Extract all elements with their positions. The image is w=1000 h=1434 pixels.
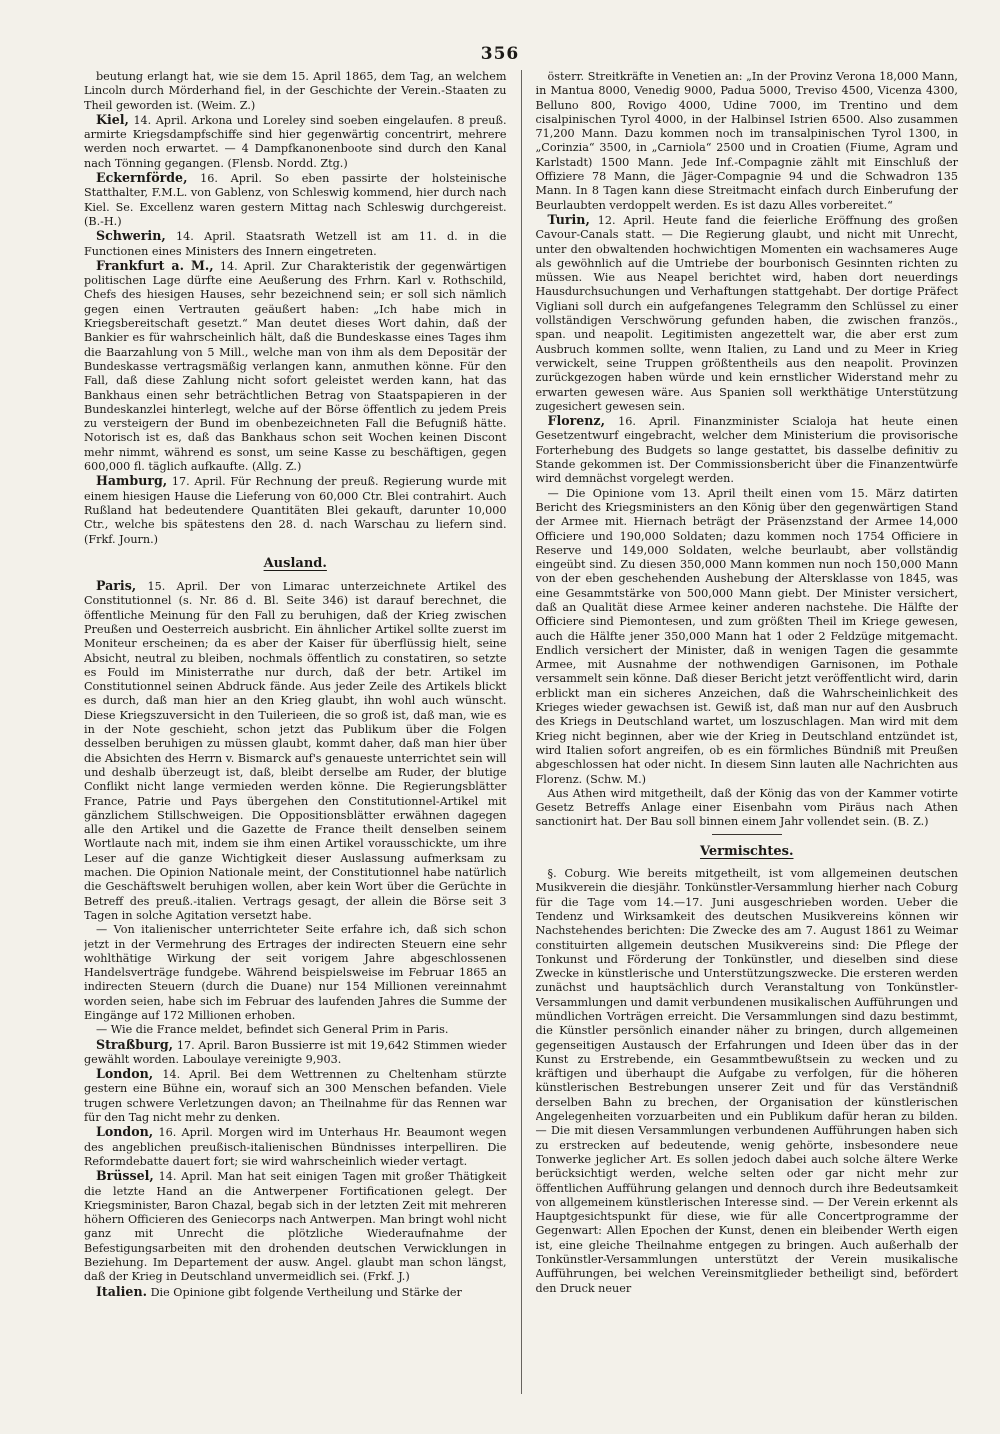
paragraph-text: 17. April. Baron Bussierre ist mit 19,642 Stimmen wieder gewählt worden. Laboulaye vereinigte 9,903.: [84, 1038, 507, 1066]
foreign-paragraphs: [84, 579, 507, 1300]
article-paragraph: [536, 213, 959, 414]
article-paragraph: [84, 1169, 507, 1284]
dateline-place: Brüssel,: [96, 1168, 154, 1184]
dateline-place: London,: [96, 1066, 154, 1082]
article-paragraph: [536, 414, 959, 486]
right-paragraphs: [536, 70, 959, 830]
paragraph-text: — Wie die France meldet, befindet sich General Prim in Paris.: [96, 1023, 449, 1037]
article-paragraph: [84, 1067, 507, 1125]
dateline-place: Italien.: [96, 1283, 147, 1299]
section-title-ausland: Ausland.: [263, 555, 327, 571]
article-paragraph: [84, 1285, 507, 1300]
article-paragraph: [536, 487, 959, 787]
dateline-place: London,: [96, 1124, 154, 1140]
left-column: [84, 70, 507, 1394]
dateline-place: Florenz,: [547, 413, 605, 429]
paragraph-text: — Von italienischer unterrichteter Seite erfahre ich, daß sich schon jetzt in der Vermehrung des Ertrages der indirecten Steuern eine sehr wohlthätige Wirkung der seit vorigem Jahre abgeschlossenen Handelsverträge fundgebe. Während beispielsweise im Februar 1865 an indirecten Steuern (durch die Duane) nur 154 Millionen vereinnahmt worden seien, habe sich im Februar des laufenden Jahres die Summe der Eingänge auf 172 Millionen erhoben.: [84, 923, 507, 1022]
dateline-place: Kiel,: [96, 111, 129, 127]
article-paragraph: [84, 171, 507, 229]
dateline-place: Straßburg,: [96, 1036, 174, 1052]
misc-paragraphs: [536, 867, 959, 1296]
paragraph-text: 14. April. Staatsrath Wetzell ist am 11. d. in die Functionen eines Ministers des Innern eingetreten.: [84, 230, 507, 258]
article-paragraph: [84, 1125, 507, 1169]
dateline-place: Eckernförde,: [96, 170, 188, 186]
article-paragraph: [536, 70, 959, 213]
dateline-place: Frankfurt a. M.,: [96, 257, 214, 273]
paragraph-text: 14. April. Man hat seit einigen Tagen mit großer Thätigkeit die letzte Hand an die Antwerpener Fortificationen gelegt. Der Kriegsminister, Baron Chazal, begab sich in der letzten Zeit mit mehreren höhern Officieren des Geniecorps nach Antwerpen. Man bringt wohl nicht ganz mit Unrecht die plötzliche Wiederaufnahme der Befestigungsarbeiten mit den drohenden deutschen Verwicklungen in Beziehung. Im Departement der ausw. Angel. glaubt man schon längst, daß der Krieg in Deutschland unvermeidlich sei. (Frkf. J.): [84, 1170, 507, 1284]
dateline-place: Schwerin,: [96, 228, 166, 244]
dateline-place: Hamburg,: [96, 473, 168, 489]
article-paragraph: [84, 259, 507, 474]
article-paragraph: [84, 70, 507, 113]
article-paragraph: [84, 1038, 507, 1068]
paragraph-text: Aus Athen wird mitgetheilt, daß der König das von der Kammer votirte Gesetz Betreffs Anlage einer Eisenbahn vom Piräus nach Athen sanctionirt hat. Der Bau soll binnen einem Jahr vollendet sein. (B. Z.): [535, 786, 958, 829]
paragraph-text: 14. April. Zur Charakteristik der gegenwärtigen politischen Lage dürfte eine Aeußerung des Frhrn. Karl v. Rothschild, Chefs des hiesigen Hauses, sehr bezeichnend sein; er soll sich nämlich gegen einen Vertrauten geäußert haben: „Ich habe mich in Kriegsbereitschaft gesetzt.“ Man deutet dieses Wort dahin, daß der Bankier es für wahrscheinlich hält, daß die Bundeskasse eines Tages ihm die Baarzahlung von 5 Mill., welche man von ihm als dem Depositär der Bundeskasse vertragsmäßig verlangen kann, anmuthen könne. Für den Fall, daß diese Zahlung nicht sofort geleistet werden kann, hat das Bankhaus einen sehr beträchtlichen Betrag von Staatspapieren in der Bundeskanzlei hinterlegt, welche auf der Börse öffentlich zu jedem Preis zu versteigern der Bund im obenbezeichneten Fall die Befugniß hätte. Notorisch ist es, daß das Bankhaus schon seit Wochen keinen Discont mehr nimmt, während es sonst, um seine Kasse zu beschäftigen, gegen 600,000 fl. täglich aufkaufte. (Allg. Z.): [84, 259, 507, 474]
article-paragraph: [536, 867, 959, 1296]
paragraph-text: 16. April. Finanzminister Scialoja hat heute einen Gesetzentwurf eingebracht, welcher dem Ministerium die provisorische Forterhebung des Budgets so lange gestattet, bis dasselbe definitiv zu Stande gekommen ist. Der Commissionsbericht über die Finanzentwürfe wird demnächst vorgelegt werden.: [535, 415, 958, 486]
paragraph-text: 12. April. Heute fand die feierliche Eröffnung des großen Cavour-Canals statt. — Die Regierung glaubt, und nicht mit Unrecht, unter den obwaltenden hochwichtigen Momenten ein wachsameres Auge als gewöhnlich auf die Umtriebe der bourbonisch Gesinnten richten zu müssen. Wie aus Neapel berichtet wird, haben dort neuerdings Hausdurchsuchungen und Verhaftungen stattgehabt. Der dortige Präfect Vigliani soll durch ein aufgefangenes Telegramm den Schlüssel zu einer vollständigen Verschwörung gefunden haben, die zwischen französ., span. und neapolit. Legitimisten angezettelt war, die aber erst zum Ausbruch kommen sollte, wenn Italien, zu Land und zu Meer in Krieg verwickelt, seine Truppen größtentheils aus den neapolit. Provinzen zurückgezogen haben würde und kein ernstlicher Widerstand mehr zu erwarten gewesen wäre. Aus Spanien soll werkthätige Unterstützung zugesichert gewesen sein.: [535, 213, 958, 413]
dateline-place: Turin,: [547, 211, 590, 227]
paragraph-text: 17. April. Für Rechnung der preuß. Regierung wurde mit einem hiesigen Hause die Lieferung von 60,000 Ctr. Blei contrahirt. Auch Rußland hat bedeutendere Quantitäten Blei gekauft, darunter 10,000 Ctr., welche bis spätestens den 28. d. nach Warschau zu liefern sind. (Frkf. Journ.): [84, 475, 507, 546]
paragraph-text: 15. April. Der von Limarac unterzeichnete Artikel des Constitutionnel (s. Nr. 86 d. Bl. Seite 346) ist darauf berechnet, die öffentliche Meinung für den Fall zu beruhigen, daß der Krieg zwischen Preußen und Oesterreich ausbricht. Ein ähnlicher Artikel sollte zuerst im Moniteur erscheinen; da es aber der Kaiser für überflüssig hielt, seine Absicht, neutral zu bleiben, nochmals öffentlich zu constatiren, so setzte es Fould im Ministerrathe nur durch, daß der betr. Artikel im Constitutionnel seinen Abdruck fände. Aus jeder Zeile des Artikels blickt es durch, daß man hier an den Krieg glaubt, ihn wohl auch wünscht. Diese Kriegszuversicht in den Tuilerieen, die so groß ist, daß man, wie es in der Note geschieht, schon jetzt das Publikum über die Folgen desselben beruhigen zu müssen glaubt, kommt daher, daß man hier über die Absichten des Herrn v. Bismarck auf's genaueste unterrichtet sein will und deshalb überzeugt ist, daß, bleibt derselbe am Ruder, der blutige Conflikt nicht lange vermieden werden könne. Die Regierungsblätter France, Patrie und Pays übergehen den Constitutionnel-Artikel mit gänzlichem Stillschweigen. Die Oppositionsblätter erwähnen dagegen alle den Artikel und die Gazette de France theilt denselben seinem Wortlaute nach mit, indem sie ihm einen Artikel vorausschickte, um ihre Leser auf die ganze Wichtigkeit dieser Auslassung aufmerksam zu machen. Die Opinion Nationale meint, der Constitutionnel habe natürlich die Geschäftswelt beruhigen wollen, aber kein Wort über die Gerüchte in Betreff des preuß.-italien. Vertrags gesagt, der allein die Börse seit 3 Tagen in solche Agitation versetzt habe.: [84, 580, 507, 922]
article-paragraph: [84, 923, 507, 1023]
article-paragraph: [84, 474, 507, 546]
section-title-vermischtes: Vermischtes.: [699, 843, 794, 859]
article-paragraph: [84, 229, 507, 259]
left-paragraphs: [84, 70, 507, 547]
paragraph-text: §. Coburg. Wie bereits mitgetheilt, ist vom allgemeinen deutschen Musikverein die diesjähr. Tonkünstler-Versammlung hierher nach Coburg für die Tage vom 14.—17. Juni ausgeschrieben worden. Ueber die Tendenz und Wirksamkeit des deutschen Musikvereins können wir Nachstehendes berichten: Die Zwecke des am 7. August 1861 zu Weimar constituirten allgemein deutschen Musikvereins sind: Die Pflege der Tonkunst und Förderung der Tonkünstler, und dieselben sind diese Zwecke in künstlerische und Unterstützungszwecke. Die ersteren werden zunächst und hauptsächlich durch Veranstaltung von Tonkünstler-Versammlungen und damit verbundenen musikalischen Aufführungen und mündlichen Vorträgen erreicht. Die Versammlungen sind dazu bestimmt, die Künstler persönlich einander näher zu bringen, durch allgemeinen gegenseitigen Austausch der Erfahrungen und Ideen über das in der Kunst zu Erstrebende, ein Gesammtbewußtsein zu wecken und zu kräftigen und überhaupt die Aufgabe zu verfolgen, für die höheren künstlerischen Bestrebungen unserer Zeit und für das Verständniß derselben Bahn zu brechen, der Organisation der künstlerischen Angelegenheiten vorzuarbeiten und ein Publikum dafür heran zu bilden. — Die mit diesen Versammlungen verbundenen Aufführungen haben sich zu erstrecken auf bedeutende, wenig gehörte, insbesondere neue Tonwerke jeglicher Art. Es sollen jedoch dabei auch solche ältere Werke berücksichtigt werden, welche selten oder gar nicht mehr zur öffentlichen Aufführung gelangen und dennoch durch ihre Bedeutsamkeit von allgemeinem künstlerischen Interesse sind. — Der Verein erkennt als Hauptgesichtspunkt für diese, wie für alle Concertprogramme der Gegenwart: Allen Epochen der Kunst, denen ein bleibender Werth eigen ist, eine gleiche Theilnahme entgegen zu bringen. Auch außerhalb der Tonkünstler-Versammlungen unterstützt der Verein musikalische Aufführungen, bei welchen Vereinsmitglieder betheiligt sind, befördert den Druck neuer: [535, 867, 958, 1295]
paragraph-text: beutung erlangt hat, wie sie dem 15. April 1865, dem Tag, an welchem Lincoln durch Mörderhand fiel, in der Geschichte der Verein.-Staaten zu Theil geworden ist. (Weim. Z.): [84, 70, 507, 112]
article-paragraph: [84, 1023, 507, 1037]
article-paragraph: [84, 579, 507, 923]
separator-rule: [712, 834, 782, 835]
paragraph-text: österr. Streitkräfte in Venetien an: „In der Provinz Verona 18,000 Mann, in Mantua 8000, Venedig 9000, Padua 5000, Treviso 4500, Vicenza 4300, Belluno 800, Rovigo 4000, Udine 7000, im Trentino und dem cisalpinischen Tyrol 4000, in der Halbinsel Istrien 6500. Also zusammen 71,200 Mann. Dazu kommen noch im transalpinischen Tyrol 1300, in „Corinzia“ 3500, in „Carniola“ 2500 und in Croatien (Fiume, Agram und Karlstadt) 1500 Mann. Jede Inf.-Compagnie zählt mit Einschluß der Offiziere 78 Mann, die Jäger-Compagnie 94 und die Schwadron 135 Mann. In 8 Tagen kann diese Streitmacht einfach durch Einberufung der Beurlaubten verdoppelt werden. Es ist dazu Alles vorbereitet.“: [535, 70, 958, 212]
dateline-place: Paris,: [96, 578, 137, 594]
paragraph-text: 16. April. So eben passirte der holsteinische Statthalter, F.M.L. von Gablenz, von Schleswig kommend, hier durch nach Kiel. Se. Excellenz waren gestern Mittag nach Schleswig durchgereist. (B.-H.): [84, 172, 507, 228]
columns: [84, 70, 958, 1394]
page-number: 356: [480, 44, 520, 64]
paragraph-text: 14. April. Arkona und Loreley sind soeben eingelaufen. 8 preuß. armirte Kriegsdampfschiffe sind hier gegenwärtig concentrirt, mehrere werden noch erwartet. — 4 Dampfkanonenboote sind durch den Kanal nach Tönning gegangen. (Flensb. Nordd. Ztg.): [84, 113, 507, 170]
paragraph-text: 16. April. Morgen wird im Unterhaus Hr. Beaumont wegen des angeblichen preußisch-italienischen Bündnisses interpelliren. Die Reformdebatte dauert fort; sie wird wahrscheinlich wieder vertagt.: [84, 1126, 507, 1168]
paragraph-text: 14. April. Bei dem Wettrennen zu Cheltenham stürzte gestern eine Bühne ein, worauf sich an 300 Menschen befanden. Viele trugen schwere Verletzungen davon; an Theilnahme für das Rennen war für den Tag nicht mehr zu denken.: [84, 1068, 507, 1125]
column-divider: [521, 70, 522, 1394]
paragraph-text: — Die Opinione vom 13. April theilt einen vom 15. März datirten Bericht des Kriegsministers an den König über den gegenwärtigen Stand der Armee mit. Hiernach beträgt der Präsenzstand der Armee 14,000 Officiere und 190,000 Soldaten; dazu kommen noch 1754 Officiere in Reserve und 149,000 Soldaten, welche beurlaubt, aber vollständig eingeübt sind. Zu diesen 350,000 Mann kommen nun noch 150,000 Mann von der eben geschehenden Aushebung der Altersklasse von 1845, was eine Gesammtstärke von 500,000 Mann giebt. Der Minister versichert, daß an Qualität diese Armee keiner anderen nachstehe. Die Hälfte der Officiere sind Piemontesen, und zum größten Theil im Kriege gewesen, auch die Hälfte jener 350,000 Mann hat 1 oder 2 Feldzüge mitgemacht. Endlich versichert der Minister, daß in wenigen Tagen die gesammte Armee, mit Ausnahme der nothwendigen Garnisonen, im Pothale versammelt sein könne. Daß dieser Bericht jetzt veröffentlicht wird, darin erblickt man ein sicheres Anzeichen, daß die Wahrscheinlichkeit des Krieges wieder gewachsen ist. Gewiß ist, daß man nur auf den Ausbruch des Kriegs in Deutschland wartet, um loszuschlagen. Man wird mit dem Krieg nicht beginnen, aber wie der Krieg in Deutschland entzündet ist, wird Italien sofort angreifen, ob es ein förmliches Bündniß mit Preußen abgeschlossen hat oder nicht. In diesem Sinn lauten alle Nachrichten aus Florenz. (Schw. M.): [535, 486, 958, 786]
article-paragraph: [84, 113, 507, 171]
paragraph-text: Die Opinione gibt folgende Vertheilung und Stärke der: [150, 1285, 462, 1299]
article-paragraph: [536, 787, 959, 830]
right-column: [536, 70, 959, 1394]
